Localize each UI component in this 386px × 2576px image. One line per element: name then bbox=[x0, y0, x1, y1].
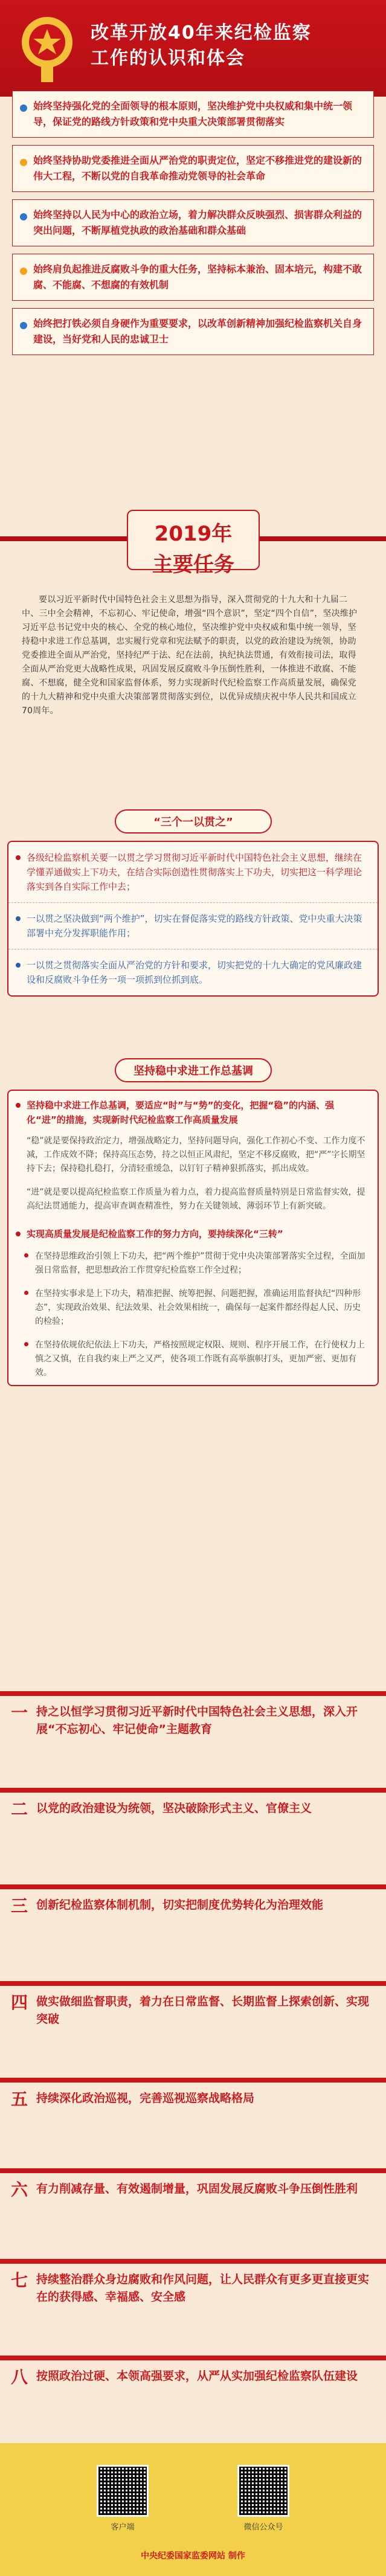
steady-head-text: 实现高质量发展是纪检监察工作的努力方向，要持续深化“三转” bbox=[27, 1229, 283, 1239]
principle-item bbox=[12, 145, 374, 192]
three-one-box bbox=[7, 841, 379, 997]
task-text: 按照政治过硬、本领高强要求，从严从实加强纪检监察队伍建设 bbox=[36, 2369, 358, 2383]
bullet-dot-icon bbox=[16, 1232, 21, 1236]
three-one-text: 各级纪检监察机关要一以贯之学习贯彻习近平新时代中国特色社会主义思想，继续在学懂弄通做实上下功夫，在结合实际创造性贯彻落实上下功夫，切实把这一科学理论落实到各自实际工作中去； bbox=[27, 852, 362, 892]
badge-emblem-icon bbox=[18, 13, 76, 85]
principles-list bbox=[12, 91, 374, 362]
divider bbox=[0, 2259, 386, 2264]
steady-box bbox=[7, 1090, 379, 1386]
three-one-item bbox=[8, 949, 378, 995]
steady-label: 坚持稳中求进工作总基调 bbox=[115, 1058, 272, 1082]
numbered-task bbox=[0, 1788, 386, 1846]
principle-item bbox=[12, 308, 374, 355]
footer-credit: 中央纪委国家监委网站 制作 bbox=[141, 2551, 245, 2561]
task-text: 有力削减存量、有效遏制增量，巩固发展反腐败斗争压倒性胜利 bbox=[36, 2182, 358, 2195]
steady-sub-text: 在坚持依规依纪依法上下功夫，严格按照规定权限、规则、程序开展工作，在行使权力上慎之又慎，在自我约束上严之又严，使各项工作既有高举旗帜打头，更加严密、更加有效。 bbox=[35, 1340, 365, 1378]
tasks-intro: 要以习近平新时代中国特色社会主义思想为指导，深入贯彻党的十九大和十九届二中、三中全会精神，不忘初心、牢记使命，增强“四个意识”，坚定“四个自信”，坚决维护习近平总书记党中央的核心、全党的核心地位，坚决维护党中央权威和集中统一领导，坚持稳中求进工作总基调，忠实履行党章和宪法赋予的职责，以党的政治建设为统领，协助党委推进全面从严治党，坚持纪严于法、纪在法前，执纪执法贯通，有效衔接司法，取得全面从严治党更大战略性成果，巩固发展反腐败斗争压倒性胜利，一体推进不敢腐、不能腐、不想腐，健全党和国家监督体系，努力实现新时代纪检监察工作高质量发展，确保党的十九大精神和党中央重大决策部署贯彻落实到位，以优异成绩庆祝中华人民共和国成立70周年。 bbox=[22, 595, 358, 716]
tasks-badge bbox=[127, 510, 260, 577]
bullet-dot-icon bbox=[16, 855, 21, 860]
steady-sub-text: 在坚持实事求是上下功夫，精准把握、统筹把握、问题把握，准确运用监督执纪“四种形态”，实现政治效果、纪法效果、社会效果相统一，确保每一起案件都经得起人民、历史的检验； bbox=[35, 1289, 361, 1326]
tasks-year: 2019年 bbox=[154, 522, 233, 546]
divider bbox=[0, 2356, 386, 2360]
numbered-task bbox=[0, 2259, 386, 2317]
qr-label: 客户端 bbox=[111, 2523, 135, 2532]
steady-subitem bbox=[8, 1282, 378, 1334]
steady-paragraph: “稳”就是要保持政治定力，增强战略定力，坚持问题导向，强化工作初心不变、工作力度不减，工作成效不降；保持高压态势，持之以恒正风肃纪，坚定不移反腐败，把“严”字长期坚持下去；保持稳扎稳打，分清轻重缓急，以钉钉子精神狠抓落实，抓出成效。 bbox=[27, 1136, 365, 1174]
steady-head bbox=[8, 1091, 378, 1131]
principle-text: 始终坚持以人民为中心的政治立场，着力解决群众反映强烈、损害群众利益的突出问题，不断厚植党执政的政治基础和群众基础 bbox=[33, 209, 362, 236]
task-text: 持续整治群众身边腐败和作风问题，让人民群众有更多更直接更实在的获得感、幸福感、安全感 bbox=[36, 2273, 370, 2304]
bullet-dot-icon bbox=[16, 963, 21, 968]
divider bbox=[0, 2078, 386, 2083]
bullet-dot-icon bbox=[24, 1253, 28, 1257]
task-number: 一 bbox=[10, 1703, 28, 1723]
principle-item bbox=[12, 199, 374, 246]
page-title: 改革开放40年来纪检监察工作的认识和体会 bbox=[91, 22, 312, 69]
three-one-text: 一以贯之贯彻落实全面从严治党的方针和要求，切实把党的十九大确定的党风廉政建设和反腐败斗争任务一项一项抓到位抓到底。 bbox=[27, 960, 362, 985]
steady-sub-text: 在坚持思维政治引领上下功夫，把“两个维护”贯彻于党中央决策部署落实全过程，全面加强日常监督，把思想政治工作贯穿纪检监察工作全过程； bbox=[35, 1251, 365, 1275]
tasks-section-header bbox=[0, 495, 386, 580]
qr-code-icon[interactable] bbox=[237, 2465, 289, 2517]
bullet-dot-icon bbox=[16, 916, 21, 921]
divider bbox=[0, 1788, 386, 1793]
numbered-task bbox=[0, 1884, 386, 1942]
three-one-text: 一以贯之坚决做到“两个维护”，切实在督促落实党的路线方针政策、党中央重大决策部署中充分发挥职能作用； bbox=[27, 913, 362, 939]
bullet-dot-icon bbox=[20, 268, 27, 275]
steady-head-text: 坚持稳中求进工作总基调，要适应“时”与“势”的变化，把握“稳”的内涵、强化“进”的措施，实现新时代纪检监察工作高质量发展 bbox=[27, 1100, 335, 1125]
numbered-task bbox=[0, 2078, 386, 2136]
qr-label: 微信公众号 bbox=[243, 2523, 283, 2532]
task-number: 七 bbox=[10, 2270, 28, 2290]
three-one-item bbox=[8, 903, 378, 949]
bullet-dot-icon bbox=[20, 159, 27, 166]
hero-banner bbox=[0, 0, 386, 97]
bullet-dot-icon bbox=[24, 1342, 28, 1346]
divider bbox=[0, 1884, 386, 1889]
task-number: 三 bbox=[10, 1896, 28, 1916]
task-number: 四 bbox=[10, 1993, 28, 2012]
principle-item bbox=[12, 91, 374, 138]
task-text: 做实做细监督职责，着力在日常监督、长期监督上探索创新、实现突破 bbox=[36, 1995, 370, 2026]
bullet-dot-icon bbox=[20, 322, 27, 329]
steady-subitem bbox=[8, 1245, 378, 1282]
three-one-item bbox=[8, 842, 378, 903]
divider bbox=[0, 1691, 386, 1696]
task-text: 以党的政治建设为统领，坚决破除形式主义、官僚主义 bbox=[36, 1802, 312, 1815]
principle-text: 始终把打铁必须自身硬作为重要要求，以改革创新精神加强纪检监察机关自身建设，当好党和人民的忠诚卫士 bbox=[33, 318, 362, 345]
footer bbox=[0, 2443, 386, 2576]
steady-subitem bbox=[8, 1334, 378, 1385]
numbered-task bbox=[0, 2356, 386, 2414]
task-number: 二 bbox=[10, 1799, 28, 1819]
principle-text: 始终肩负起推进反腐败斗争的重大任务，坚持标本兼治、固本培元，构建不敢腐、不能腐、不想腐的有效机制 bbox=[33, 263, 362, 291]
task-text: 持续深化政治巡视，完善巡视巡察战略格局 bbox=[36, 2092, 255, 2105]
three-one-label: “三个一以贯之” bbox=[115, 809, 272, 834]
principle-text: 始终坚持协助党委推进全面从严治党的职责定位，坚定不移推进党的建设新的伟大工程，不断以党的自我革命推动党领导的社会革命 bbox=[33, 155, 362, 182]
bullet-dot-icon bbox=[16, 1103, 21, 1108]
divider bbox=[0, 2168, 386, 2173]
steady-head bbox=[8, 1219, 378, 1245]
principle-item bbox=[12, 254, 374, 301]
numbered-task bbox=[0, 1981, 386, 2039]
numbered-task bbox=[0, 2168, 386, 2226]
numbered-task bbox=[0, 1691, 386, 1749]
principle-text: 始终坚持强化党的全面领导的根本原则，坚决维护党中央权威和集中统一领导，保证党的路线方针政策和党中央重大决策部署贯彻落实 bbox=[33, 100, 353, 127]
bullet-dot-icon bbox=[24, 1291, 28, 1295]
task-text: 创新纪检监察体制机制，切实把制度优势转化为治理效能 bbox=[36, 1898, 324, 1912]
bullet-dot-icon bbox=[20, 104, 27, 112]
tasks-title: 主要任务 bbox=[152, 553, 234, 577]
divider bbox=[0, 1981, 386, 1986]
bullet-dot-icon bbox=[20, 213, 27, 220]
task-number: 八 bbox=[10, 2367, 28, 2387]
task-text: 持之以恒学习贯彻习近平新时代中国特色社会主义思想，深入开展“不忘初心、牢记使命”主题教育 bbox=[36, 1705, 358, 1736]
task-number: 五 bbox=[10, 2089, 28, 2109]
steady-paragraph: “进”就是要以提高纪检监察工作质量为着力点，着力提高监督质量特别是日常监督实效，提高纪法贯通能力，提高审查调查精准性，努力在关键领域、薄弱环节上有新突破。 bbox=[27, 1187, 365, 1211]
qr-code-icon[interactable] bbox=[97, 2465, 149, 2517]
task-number: 六 bbox=[10, 2180, 28, 2200]
